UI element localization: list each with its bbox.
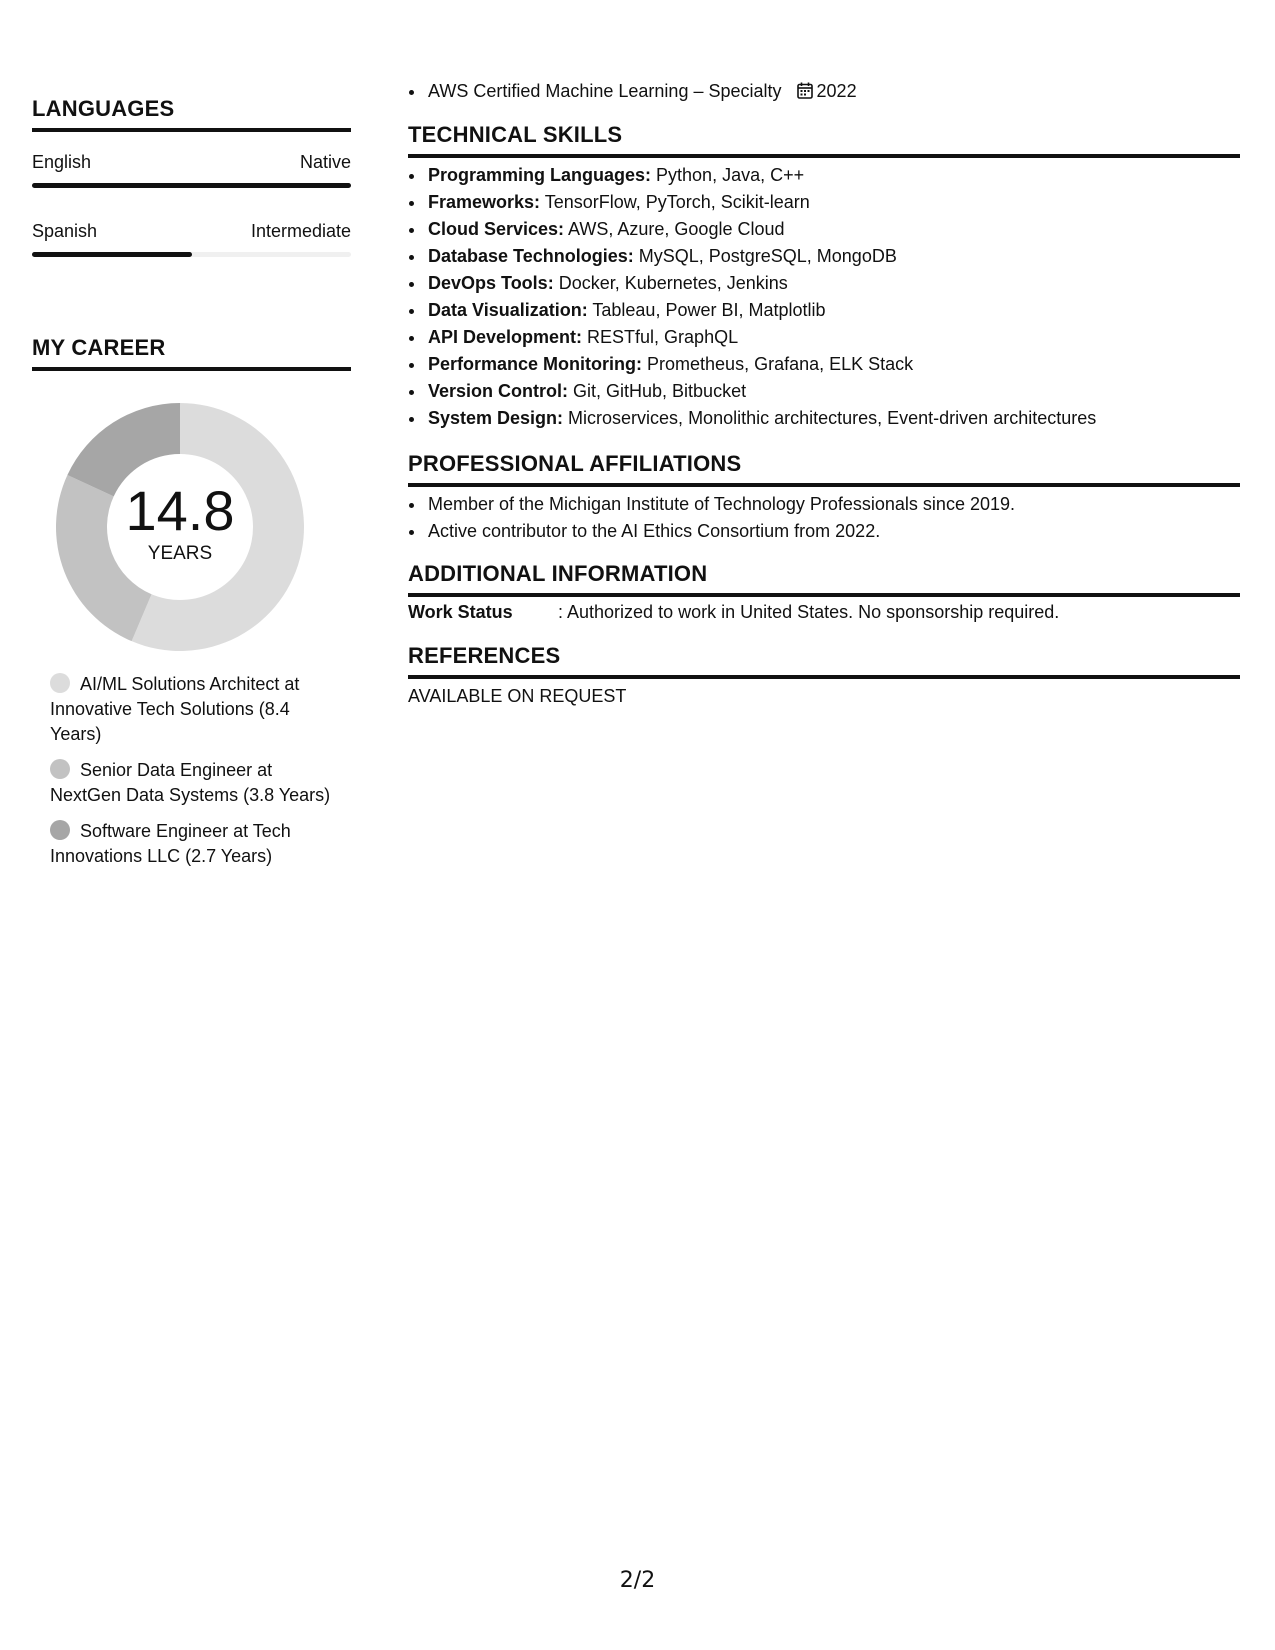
- certification-list: [408, 78, 857, 107]
- page-number: 2/2: [619, 1568, 656, 1593]
- skill-label: Database Technologies:: [428, 246, 634, 266]
- legend-dot-icon: [50, 759, 70, 779]
- technical-skills-list: [408, 162, 1258, 432]
- skill-label: Frameworks:: [428, 192, 541, 212]
- skill-item: [426, 324, 1258, 351]
- skill-item: [426, 189, 1258, 216]
- career-legend: [50, 672, 340, 880]
- skill-label: Performance Monitoring:: [428, 354, 643, 374]
- skill-value: Git, GitHub, Bitbucket: [568, 381, 747, 401]
- skill-item: [426, 405, 1258, 432]
- affiliation-item: • Active contributor to the AI Ethics Consortium from 2022.: [426, 518, 1258, 545]
- skill-value: Prometheus, Grafana, ELK Stack: [642, 354, 914, 374]
- calendar-icon: [797, 80, 813, 107]
- career-legend-label: Software Engineer at Tech Innovations LLC (2.7 Years): [50, 821, 291, 866]
- skill-value: Tableau, Power BI, Matplotlib: [587, 300, 826, 320]
- affiliations-title: PROFESSIONAL AFFILIATIONS: [408, 451, 1240, 487]
- skill-item: [426, 216, 1258, 243]
- career-legend-item: [50, 672, 340, 747]
- skill-value: RESTful, GraphQL: [582, 327, 739, 347]
- language-english: [32, 152, 351, 188]
- language-proficiency-bar: [32, 183, 351, 188]
- career-total-years: 14.8: [125, 479, 235, 542]
- references-text: AVAILABLE ON REQUEST: [408, 686, 627, 706]
- legend-dot-icon: [50, 673, 70, 693]
- career-legend-item: [50, 819, 340, 869]
- language-level: Native: [299, 152, 351, 172]
- language-proficiency-fill: [32, 183, 351, 188]
- skill-item: [426, 297, 1258, 324]
- skill-item: [426, 351, 1258, 378]
- language-name: Spanish: [32, 221, 98, 241]
- references-title: REFERENCES: [408, 643, 1240, 679]
- skill-label: Data Visualization:: [428, 300, 588, 320]
- certification-item: [426, 78, 857, 107]
- skill-value: Python, Java, C++: [651, 165, 805, 185]
- skill-item: [426, 162, 1258, 189]
- career-legend-label: AI/ML Solutions Architect at Innovative Tech Solutions (8.4 Years): [50, 674, 300, 744]
- skill-label: System Design:: [428, 408, 564, 428]
- skill-label: Version Control:: [428, 381, 569, 401]
- career-total-unit: YEARS: [147, 543, 213, 564]
- work-status-row: [408, 602, 1059, 623]
- language-name: English: [32, 152, 92, 172]
- legend-dot-icon: [50, 820, 70, 840]
- skill-item: [426, 378, 1258, 405]
- skill-value: AWS, Azure, Google Cloud: [564, 219, 785, 239]
- donut-center: [56, 403, 304, 651]
- career-legend-label: Senior Data Engineer at NextGen Data Systems (3.8 Years): [50, 760, 331, 805]
- certification-name: AWS Certified Machine Learning – Specialty: [428, 81, 782, 101]
- skill-label: DevOps Tools:: [428, 273, 554, 293]
- languages-title: LANGUAGES: [32, 96, 351, 132]
- skill-value: MySQL, PostgreSQL, MongoDB: [633, 246, 897, 266]
- skill-value: Microservices, Monolithic architectures, Event-driven architectures: [563, 408, 1097, 428]
- skill-label: Cloud Services:: [428, 219, 565, 239]
- language-proficiency-bar: [32, 252, 351, 257]
- skill-value: TensorFlow, PyTorch, Scikit-learn: [540, 192, 810, 212]
- work-status-label: Work Status: [408, 602, 513, 622]
- skill-label: API Development:: [428, 327, 583, 347]
- skill-label: Programming Languages:: [428, 165, 652, 185]
- language-level: Intermediate: [250, 221, 351, 241]
- skill-item: [426, 243, 1258, 270]
- skill-value: Docker, Kubernetes, Jenkins: [553, 273, 788, 293]
- affiliation-item: • Member of the Michigan Institute of Technology Professionals since 2019.: [426, 491, 1258, 518]
- additional-info-title: ADDITIONAL INFORMATION: [408, 561, 1240, 597]
- career-title: MY CAREER: [32, 335, 351, 371]
- affiliations-list: [408, 491, 1258, 545]
- language-spanish: [32, 221, 351, 257]
- career-legend-item: [50, 758, 340, 808]
- work-status-value: : Authorized to work in United States. No sponsorship required.: [558, 602, 1060, 622]
- certification-year: 2022: [816, 81, 857, 101]
- language-proficiency-fill: [32, 252, 192, 257]
- career-donut-chart: [56, 403, 304, 651]
- technical-skills-title: TECHNICAL SKILLS: [408, 122, 1240, 158]
- skill-item: [426, 270, 1258, 297]
